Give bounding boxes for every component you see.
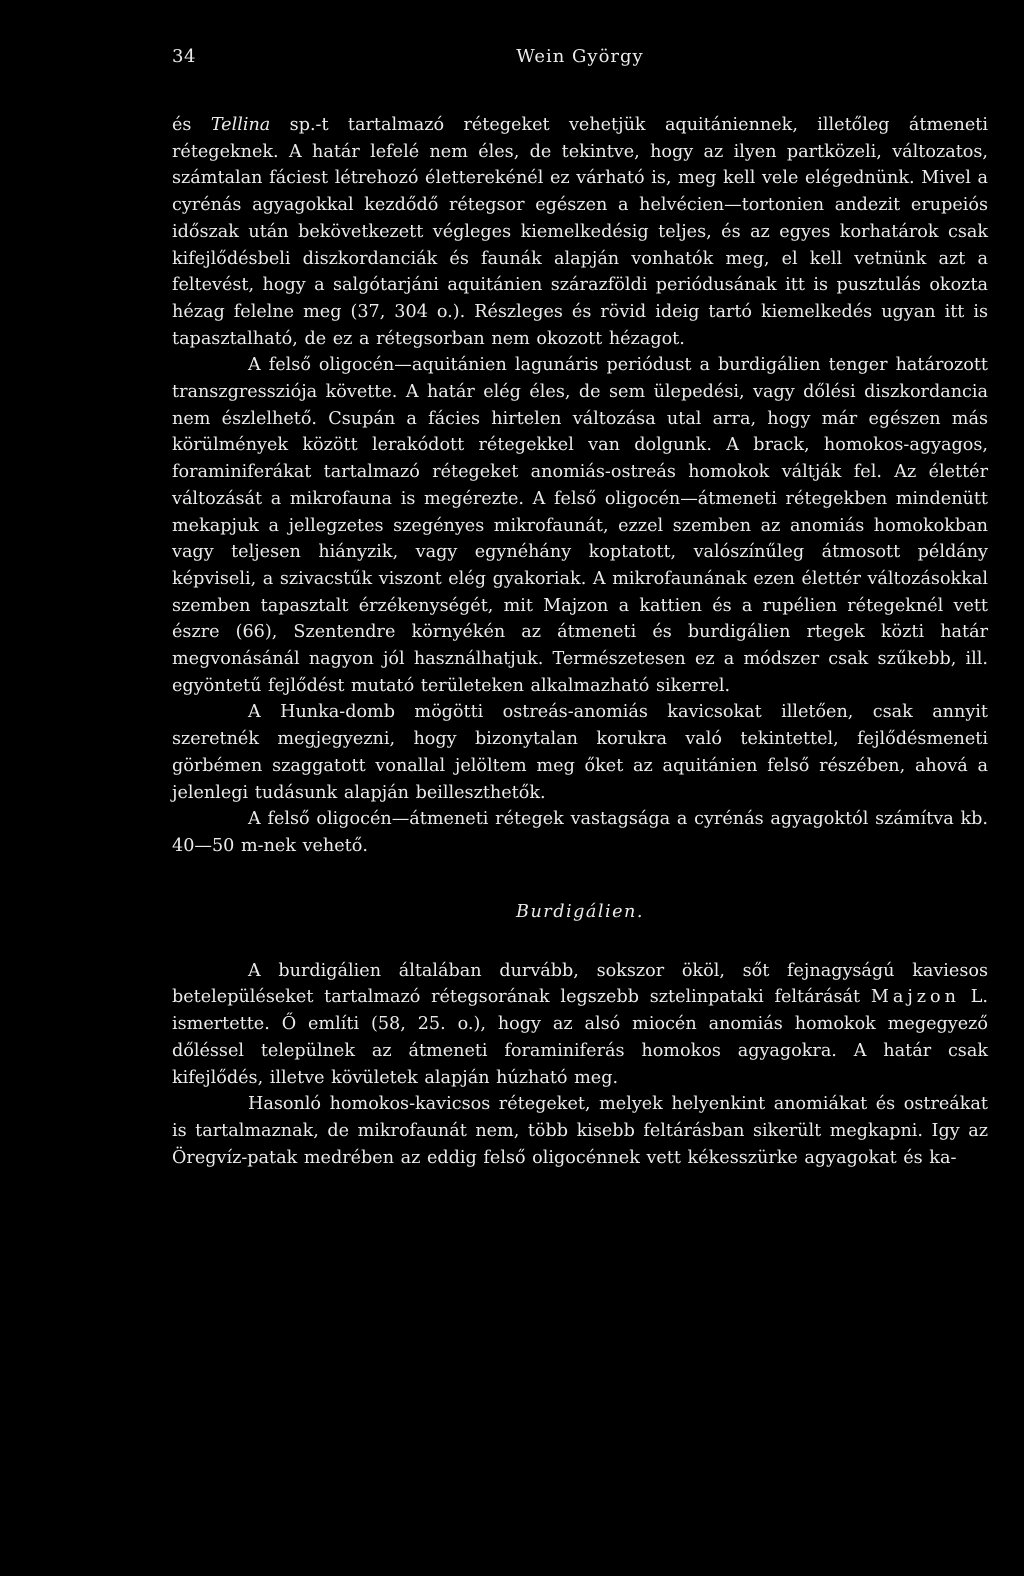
paragraph-text: L. ismertette. Ő említi (58, 25. o.), hogy az alsó miocén anomiás homokok megegyező dőléssel települnek az átmeneti foraminiferás homokos agyagokra. A határ csak kifejlődés, illetve kövületek alapján húzható meg. [172,987,989,1088]
page-number: 34 [172,46,196,67]
paragraph: Hasonló homokos-kavicsos rétegeket, melyek helyenkint anomiákat és ostreákat is tartalmaznak, de mikrofaunát nem, több kisebb feltárásban sikerült megkapni. Igy az Öregvíz-patak medrében az eddig felső oligocénnek vett kékesszürke agyagokat és ka- [172,1094,988,1168]
running-head: Wein György [516,46,644,67]
paragraph: A Hunka-domb mögötti ostreás-anomiás kavicsokat illetően, csak annyit szeretnék megjegyezni, hogy bizonytalan korukra való tekintettel, fejlődésmeneti görbémen szaggatott vonallal jelöltem meg őket az aquitánien felső részében, ahová a jelenlegi tudásunk alapján beilleszthetők. [172,702,988,803]
paragraph-text: sp.-t tartalmazó rétegeket vehetjük aquitániennek, illetőleg átmeneti rétegeknek. A határ lefelé nem éles, de tekintve, hogy az ilyen partközeli, változatos, számtalan fáciest létrehozó életterekénél ez várható is, meg kell vele elégednünk. Mivel a cyrénás agyagokkal kezdődő rétegsor egészen a helvécien—tortonien andezit erupeiós időszak után bekövetkezett végleges kiemelkedésig teljes, és az egyes korhatárok csak kifejlődésbeli diszkordanciák és faunák alapján vonhatók meg, el kell vetnünk azt a feltevést, hogy a salgótarjáni aquitánien szárazföldi periódusának itt is pusztulás okozta hézag felelne meg (37, 304 o.). Részleges és rövid ideig tartó kiemelkedés ugyan itt is tapasztalható, de ez a rétegsorban nem okozott hézagot. [172,115,988,349]
paragraph: A felső oligocén—átmeneti rétegek vastagsága a cyrénás agyagoktól számítva kb. 40—50 m-nek vehető. [172,809,988,856]
page-header [172,46,988,74]
body-text [172,112,988,1171]
paragraph-text: A burdigálien általában durvább, sokszor ököl, sőt fejnagyságú kaviesos betelepüléseket tartalmazó rétegsorának legszebb sztelinpataki feltárását [172,960,988,1008]
paragraph: A felső oligocén—aquitánien lagunáris periódust a burdigálien tenger határozott transzgressziója követte. A határ elég éles, de sem ülepedési, vagy dőlési diszkordancia nem észlelhető. Csupán a fácies hirtelen változása utal arra, hogy már egészen más körülmények között lerakódott rétegekkel van dolgunk. A brack, homokos-agyagos, foraminiferákat tartalmazó rétegeket anomiás-ostreás homokok váltják fel. Az élettér változását a mikrofauna is megérezte. A felső oligocén—átmeneti rétegekben mindenütt mekapjuk a jellegzetes szegényes mikrofaunát, ezzel szemben az anomiás homokokban vagy teljesen hiányzik, vagy egynéhány koptatott, valószínűleg átmosott példány képviseli, a szivacstűk viszont elég gyakoriak. A mikrofaunának ezen élettér változásokkal szemben tapasztalt érzékenységét, mit Majzon a kattien és a rupélien rétegeknél vett észre (66), Szentendre környékén az átmeneti és burdigálien rtegek közti határ megvonásánál nagyon jól használhatjuk. Természetesen ez a módszer csak szűkebb, ill. egyöntetű fejlődést mutató területeken alkalmazható sikerrel. [172,355,988,696]
section-heading: Burdigálien. [516,901,644,922]
paragraph [172,958,988,1092]
paragraph [172,112,988,352]
paragraph-text: és [172,115,211,135]
author-name: Majzon [870,987,960,1008]
taxon-name: Tellina [210,115,271,135]
